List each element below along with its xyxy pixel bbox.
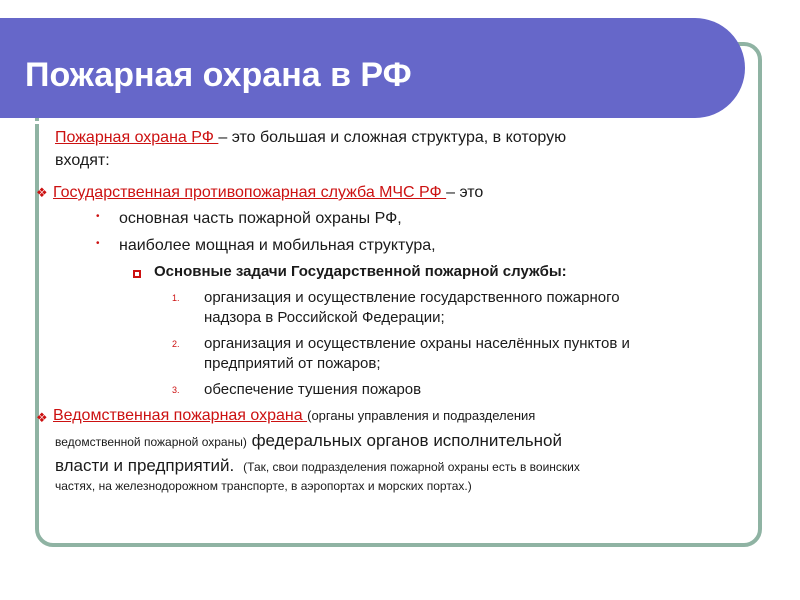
item2-line-3 xyxy=(55,456,580,476)
dot-bullet-icon: • xyxy=(96,238,100,249)
item1-line xyxy=(53,183,483,202)
task-number: 3. xyxy=(172,385,180,395)
item2-text-1: федеральных органов исполнительной xyxy=(246,431,562,450)
item2-line-4: частях, на железнодорожном транспорте, в аэропортах и морских портах.) xyxy=(55,479,472,493)
task-number: 1. xyxy=(172,293,180,303)
diamond-bullet-icon: ❖ xyxy=(36,410,48,425)
item1-bullet-2: наиболее мощная и мобильная структура, xyxy=(119,237,436,254)
item2-paren-1: (органы управления и подразделения xyxy=(307,408,536,423)
slide-title: Пожарная охрана в РФ xyxy=(25,56,412,94)
item2-link[interactable]: Ведомственная пожарная охрана xyxy=(53,407,308,424)
task-2-line-1: организация и осуществление охраны населённых пунктов и xyxy=(204,335,630,352)
item2-line-1 xyxy=(53,406,535,425)
tasks-heading: Основные задачи Государственной пожарной службы: xyxy=(154,263,567,280)
intro-text-1: – это большая и сложная структура, в которую xyxy=(218,129,567,146)
intro-line-1 xyxy=(55,128,566,147)
item1-link[interactable]: Государственная противопожарная служба МЧС РФ xyxy=(53,184,447,201)
task-1-line-1: организация и осуществление государственного пожарного xyxy=(204,289,620,306)
task-3-line-1: обеспечение тушения пожаров xyxy=(204,381,422,398)
task-2-line-2: предприятий от пожаров; xyxy=(204,355,381,372)
task-1-line-2: надзора в Российской Федерации; xyxy=(204,309,445,326)
task-number: 2. xyxy=(172,339,180,349)
item1-bullet-1: основная часть пожарной охраны РФ, xyxy=(119,210,402,227)
item2-paren-2: ведомственной пожарной охраны) xyxy=(55,435,247,449)
diamond-bullet-icon: ❖ xyxy=(36,185,48,200)
dot-bullet-icon: • xyxy=(96,211,100,222)
intro-link[interactable]: Пожарная охрана РФ xyxy=(55,129,219,146)
item1-text: – это xyxy=(446,184,484,201)
item2-text-2: власти и предприятий. xyxy=(55,456,235,475)
item2-line-2 xyxy=(55,431,562,451)
intro-line-2: входят: xyxy=(55,152,110,169)
item2-paren-3: (Так, свои подразделения пожарной охраны есть в воинских xyxy=(243,460,580,474)
square-bullet-icon xyxy=(133,270,141,278)
